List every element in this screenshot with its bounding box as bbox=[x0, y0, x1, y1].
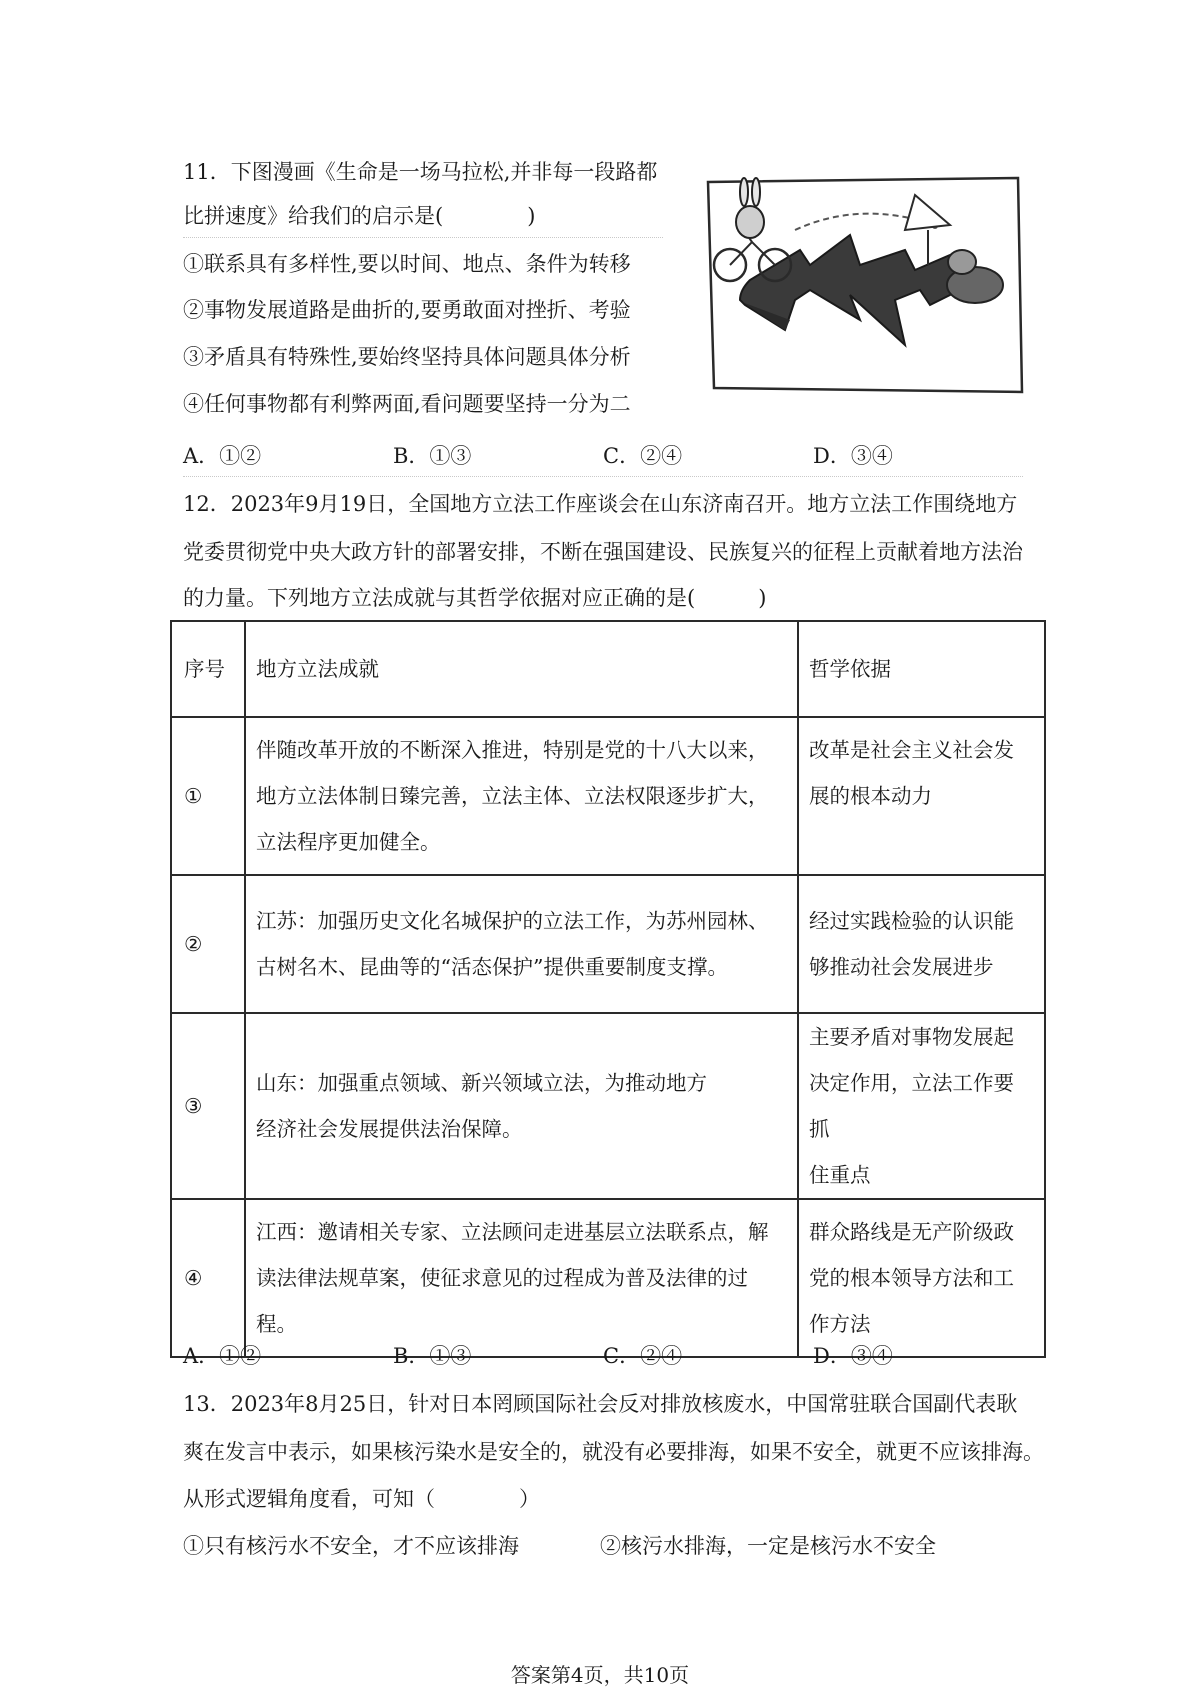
text-line: 经济社会发展提供法治保障。 bbox=[256, 1117, 523, 1141]
row-achievement bbox=[245, 1013, 798, 1199]
q11-option-d: D．③④ bbox=[813, 444, 893, 468]
divider bbox=[183, 476, 1023, 477]
text-line: 够推动社会发展进步 bbox=[809, 955, 994, 979]
q12-stem-line-1: 12．2023年9月19日，全国地方立法工作座谈会在山东济南召开。地方立法工作围绕地方 bbox=[183, 492, 1018, 516]
row-basis bbox=[798, 1199, 1045, 1357]
q12-option-c: C．②④ bbox=[603, 1344, 683, 1368]
q11-stem-line-2: 比拼速度》给我们的启示是( ) bbox=[183, 204, 536, 228]
row-number: ③ bbox=[171, 1013, 245, 1199]
table-row bbox=[171, 1199, 1045, 1357]
q11-option-c: C．②④ bbox=[603, 444, 683, 468]
q11-item-2: ②事物发展道路是曲折的,要勇敢面对挫折、考验 bbox=[183, 298, 631, 322]
q12-table bbox=[170, 620, 1046, 1358]
text-line: 伴随改革开放的不断深入推进，特别是党的十八大以来， bbox=[256, 738, 769, 762]
table-header-achievement: 地方立法成就 bbox=[245, 621, 798, 717]
row-basis bbox=[798, 1013, 1045, 1199]
q13-item-1: ①只有核污水不安全，才不应该排海 bbox=[183, 1534, 519, 1558]
text-line: 党的根本领导方法和工 bbox=[809, 1266, 1014, 1290]
marathon-comic-icon bbox=[700, 170, 1030, 400]
text-line: 决定作用，立法工作要抓 bbox=[809, 1071, 1014, 1141]
q11-stem-line-1: 11．下图漫画《生命是一场马拉松,并非每一段路都 bbox=[183, 160, 658, 184]
page-footer: 答案第4页，共10页 bbox=[510, 1663, 690, 1687]
q12-option-d: D．③④ bbox=[813, 1344, 893, 1368]
table-row bbox=[171, 1013, 1045, 1199]
text-line: 展的根本动力 bbox=[809, 784, 932, 808]
q12-option-a: A．①② bbox=[183, 1344, 262, 1368]
q13-stem-line-2: 爽在发言中表示，如果核污染水是安全的，就没有必要排海，如果不安全，就更不应该排海。 bbox=[183, 1440, 1044, 1464]
q11-option-b: B．①③ bbox=[393, 444, 472, 468]
row-achievement bbox=[245, 875, 798, 1013]
text-line: 群众路线是无产阶级政 bbox=[809, 1220, 1014, 1244]
text-line: 改革是社会主义社会发 bbox=[809, 738, 1014, 762]
q11-option-a: A．①② bbox=[183, 444, 262, 468]
row-achievement bbox=[245, 1199, 798, 1357]
row-achievement bbox=[245, 717, 798, 875]
q11-item-4: ④任何事物都有利弊两面,看问题要坚持一分为二 bbox=[183, 392, 631, 416]
row-number: ② bbox=[171, 875, 245, 1013]
row-basis bbox=[798, 875, 1045, 1013]
table-header-basis: 哲学依据 bbox=[798, 621, 1045, 717]
q11-item-1: ①联系具有多样性,要以时间、地点、条件为转移 bbox=[183, 252, 631, 276]
text-line: 住重点 bbox=[809, 1163, 871, 1187]
text-line: 立法程序更加健全。 bbox=[256, 830, 441, 854]
row-basis bbox=[798, 717, 1045, 875]
q13-stem-line-3: 从形式逻辑角度看，可知（ ） bbox=[183, 1487, 540, 1511]
text-line: 主要矛盾对事物发展起 bbox=[809, 1025, 1014, 1049]
table-header-row bbox=[171, 621, 1045, 717]
q13-item-2: ②核污水排海，一定是核污水不安全 bbox=[600, 1534, 936, 1558]
table-row bbox=[171, 875, 1045, 1013]
text-line: 经过实践检验的认识能 bbox=[809, 909, 1014, 933]
q12-option-b: B．①③ bbox=[393, 1344, 472, 1368]
q11-item-3: ③矛盾具有特殊性,要始终坚持具体问题具体分析 bbox=[183, 345, 631, 369]
table-header-no: 序号 bbox=[171, 621, 245, 717]
text-line: 江西：邀请相关专家、立法顾问走进基层立法联系点，解 bbox=[256, 1220, 769, 1244]
text-line: 程。 bbox=[256, 1312, 297, 1336]
text-line: 古树名木、昆曲等的“活态保护”提供重要制度支撑。 bbox=[256, 955, 728, 979]
text-line: 读法律法规草案，使征求意见的过程成为普及法律的过 bbox=[256, 1266, 748, 1290]
text-line: 江苏：加强历史文化名城保护的立法工作，为苏州园林、 bbox=[256, 909, 769, 933]
q12-stem-line-3: 的力量。下列地方立法成就与其哲学依据对应正确的是( ) bbox=[183, 586, 767, 610]
text-line bbox=[809, 819, 1034, 865]
text-line: 作方法 bbox=[809, 1312, 871, 1336]
table-row bbox=[171, 717, 1045, 875]
q12-stem-line-2: 党委贯彻党中央大政方针的部署安排，不断在强国建设、民族复兴的征程上贡献着地方法治 bbox=[183, 540, 1023, 564]
text-line: 地方立法体制日臻完善，立法主体、立法权限逐步扩大， bbox=[256, 784, 769, 808]
row-number: ④ bbox=[171, 1199, 245, 1357]
text-line: 山东：加强重点领域、新兴领域立法，为推动地方 bbox=[256, 1071, 707, 1095]
row-number: ① bbox=[171, 717, 245, 875]
q13-stem-line-1: 13．2023年8月25日，针对日本罔顾国际社会反对排放核废水，中国常驻联合国副代表耿 bbox=[183, 1392, 1018, 1416]
divider bbox=[183, 237, 663, 238]
